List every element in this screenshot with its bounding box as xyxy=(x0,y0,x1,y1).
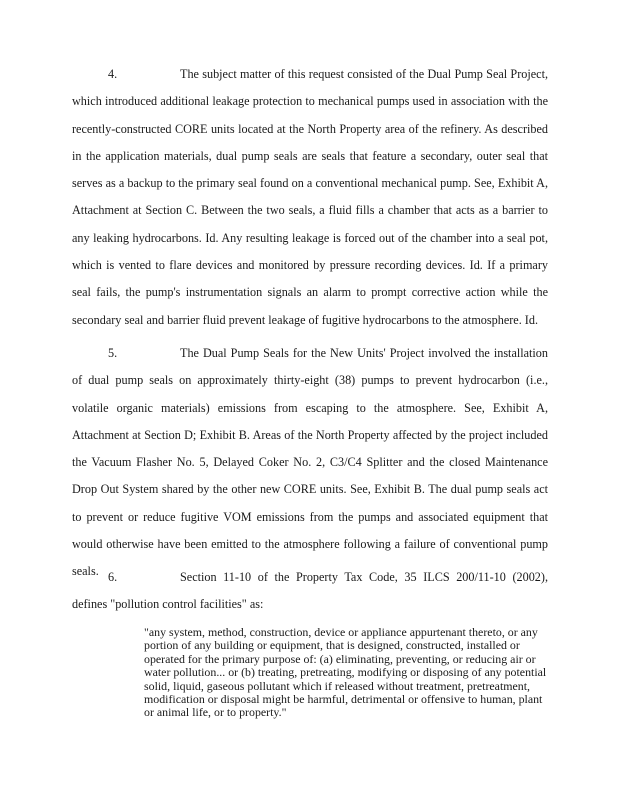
paragraph-6 xyxy=(72,564,548,619)
paragraph-5 xyxy=(72,340,548,586)
paragraph-number: 6. xyxy=(108,570,118,584)
paragraph-4 xyxy=(72,61,548,334)
block-quote: "any system, method, construction, device or appliance appurtenant thereto, or any portion of any building or equipment, that is designed, constructed, installed or operated for the primary purpose of: (a) eliminating, preventing, or reducing air or water pollution... or (b) treating, pretreating, modifying or disposing of any potential solid, liquid, gaseous pollutant which if released without treatment, pretreatment, modification or disposal might be harmful, detrimental or offensive to human, plant or animal life, or to property." xyxy=(144,625,547,720)
paragraph-text: The Dual Pump Seals for the New Units' Project involved the installation of dual pump seals on approximately thirty-eight (38) pumps to prevent hydrocarbon (i.e., volatile organic materials) emissions from escaping to the atmosphere. See, Exhibit A, Attachment at Section D; Exhibit B. Areas of the North Property affected by the project included the Vacuum Flasher No. 5, Delayed Coker No. 2, C3/C4 Splitter and the closed Maintenance Drop Out System shared by the other new CORE units. See, Exhibit B. The dual pump seals act to prevent or reduce fugitive VOM emissions from the pumps and associated equipment that would otherwise have been emitted to the atmosphere following a failure of conventional pump seals. xyxy=(72,346,548,579)
paragraph-text: The subject matter of this request consisted of the Dual Pump Seal Project, which introduced additional leakage protection to mechanical pumps used in association with the recently-constructed CORE units located at the North Property area of the refinery. As described in the application materials, dual pump seals are seals that feature a secondary, outer seal that serves as a backup to the primary seal found on a conventional mechanical pump. See, Exhibit A, Attachment at Section C. Between the two seals, a fluid fills a chamber that acts as a barrier to any leaking hydrocarbons. Id. Any resulting leakage is forced out of the chamber into a seal pot, which is vented to flare devices and monitored by pressure recording devices. Id. If a primary seal fails, the pump's instrumentation signals an alarm to prompt corrective action while the secondary seal and barrier fluid prevent leakage of fugitive hydrocarbons to the atmosphere. Id. xyxy=(72,67,548,327)
paragraph-number: 5. xyxy=(108,346,118,360)
paragraph-number: 4. xyxy=(108,67,118,81)
paragraph-text: Section 11-10 of the Property Tax Code, 35 ILCS 200/11-10 (2002), defines "pollution control facilities" as: xyxy=(72,570,548,612)
